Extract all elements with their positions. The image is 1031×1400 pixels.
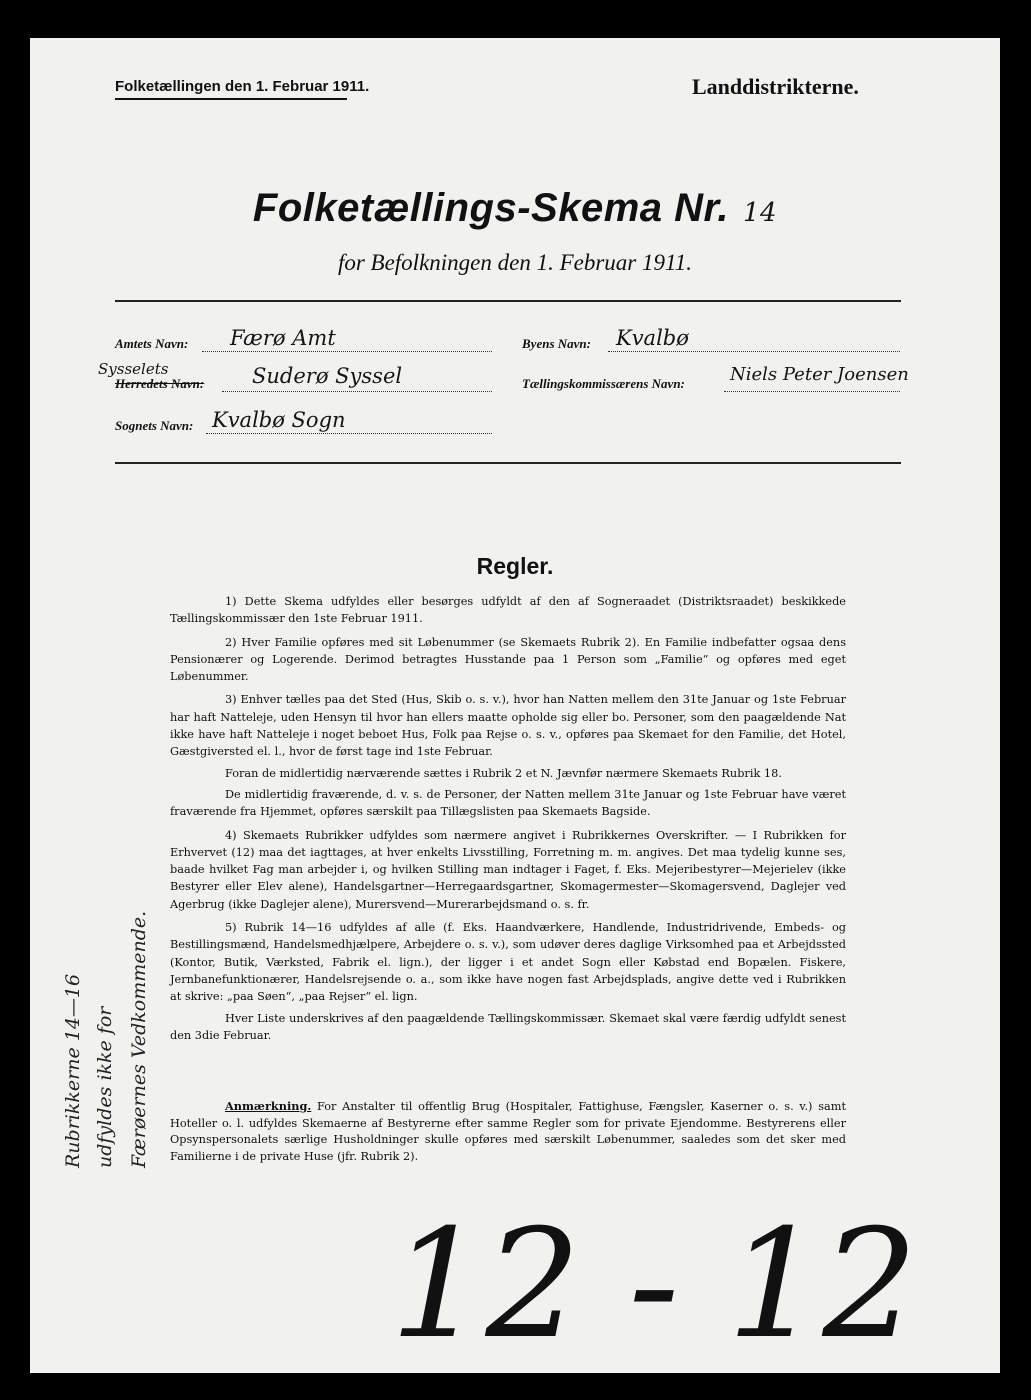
form-title-printed: Folketællings-Skema Nr. (252, 186, 729, 230)
rule-signature: Hver Liste underskrives af den paagældende Tællingskommissær. Skemaet skal være færdig udfyldt senest den 3die Februar. (170, 1011, 846, 1042)
herred-dotline (222, 390, 492, 392)
form-number-handwritten: 14 (743, 198, 778, 228)
herred-label: Herredets Navn: (115, 376, 205, 391)
margin-note-line-3: Færøernes Vedkommende. (128, 910, 150, 1168)
annotation-note (170, 1098, 846, 1165)
kommissaer-value: Niels Peter Joensen (730, 364, 909, 385)
fields-divider (115, 462, 901, 464)
amt-dotline (202, 350, 492, 352)
herred-handwritten-correction: Sysselets (98, 360, 169, 378)
form-title (30, 186, 1000, 231)
header-census-date: Folketællingen den 1. Februar 1911. (115, 78, 370, 95)
amt-value: Færø Amt (230, 326, 336, 350)
rule-3-present: Foran de midlertidig nærværende sættes i Rubrik 2 et N. Jævnfør nærmere Skemaets Rubrik 18. (225, 766, 782, 780)
kommissaer-label: Tællingskommissærens Navn: (522, 376, 685, 391)
amt-label: Amtets Navn: (115, 336, 189, 351)
rules-text (170, 593, 846, 1050)
rule-5: 5) Rubrik 14—16 udfyldes af alle (f. Eks. Haandværkere, Handlende, Industridrivende, Embeds- og Bestillingsmænd, Handelsmedhjælpere, Arbejdere o. s. v.), som udøver deres daglige Virksomhed paa et Arbejdssted (Kontor, Butik, Værksted, Fabrik el. lign.), der ligger i et andet Sogn eller Købstad end Bopælen. Fiskere, Jernbanefunktionærer, Handelsrejsende o. a., som ikke have nogen fast Arbejdsplads, angive dette ved i Rubrikken at skrive: „paa Søen“, „paa Rejser“ el. lign. (170, 921, 846, 1004)
handwritten-number: 12 - 12 (390, 1198, 918, 1372)
note-label: Anmærkning. (225, 1099, 312, 1113)
header-district-type: Landdistrikterne. (692, 74, 859, 99)
margin-note-line-2: udfyldes ikke for (94, 1006, 116, 1168)
by-dotline (608, 350, 900, 352)
sogn-dotline (206, 432, 492, 434)
sogn-label: Sognets Navn: (115, 418, 194, 433)
sogn-value: Kvalbø Sogn (212, 408, 346, 432)
census-form-page (30, 38, 1000, 1373)
header-underline (115, 98, 347, 100)
form-subtitle: for Befolkningen den 1. Februar 1911. (337, 250, 693, 275)
herred-value: Suderø Syssel (252, 364, 403, 388)
rules-heading: Regler. (476, 553, 554, 579)
by-value: Kvalbø (616, 326, 689, 350)
rule-3-absent: De midlertidig fraværende, d. v. s. de Personer, der Natten mellem 31te Januar og 1ste Februar have været fraværende fra Hjemmet, opføres særskilt paa Tillægslisten paa Skemaets Bagside. (170, 787, 846, 819)
margin-note-line-1: Rubrikkerne 14—16 (62, 973, 84, 1168)
rule-2: 2) Hver Familie opføres med sit Løbenummer (se Skemaets Rubrik 2). En Familie indbefatter ogsaa dens Pensionærer og Logerende. Derimod betragtes Husstande paa 1 Person som „Familie“ og opføres med eget Løbenummer. (170, 635, 846, 684)
rule-1: 1) Dette Skema udfyldes eller besørges udfyldt af den af Sogneraadet (Distriktsraadet) beskikkede Tællingskommissær den 1ste Februar 1911. (170, 595, 846, 626)
rule-4: 4) Skemaets Rubrikker udfyldes som nærmere angivet i Rubrikkernes Overskrifter. — I Rubrikken for Erhvervet (12) maa det iagttages, at hver enkelts Livsstilling, Forretning m. m. angives. Det maa tydelig kunne ses, baade hvilket Fag man arbejder i, og hvilken Stilling man indtager i Faget, f. Eks. Mejeribestyrer—Mejerielev (ikke Bestyrer eller Elev alene), Handelsgartner—Herregaardsgartner, Skomagermester—Skomagersvend, Daglejer ved Agerbrug (ikke Daglejer alene), Murersvend—Murerarbejdsmand o. s. fr. (170, 828, 846, 911)
note-text: For Anstalter til offentlig Brug (Hospitaler, Fattighuse, Fængsler, Kaserner o. s. v.) samt Hoteller o. l. udfyldes Skemaerne af Bestyrerne efter samme Regler som for private Ejendomme. Bestyrerens eller Opsynspersonalets særlige Husholdninger skulle opføres med særskilt Løbenummer, saaledes som det sker med Familierne i de private Huse (jfr. Rubrik 2). (170, 1100, 846, 1163)
kommissaer-dotline (724, 390, 900, 392)
rule-3: 3) Enhver tælles paa det Sted (Hus, Skib o. s. v.), hvor han Natten mellem den 31te Januar og 1ste Februar har haft Natteleje, uden Hensyn til hvor han ellers maatte opholde sig eller bo. Personer, som den paagældende Nat ikke have haft Natteleje i noget beboet Hus, Folk paa Rejse o. s. v., opføres paa Skemaet for den Familie, det Hotel, Gæstgiversted el. l., hvor de først tage ind 1ste Februar. (170, 693, 846, 759)
top-divider (115, 300, 901, 302)
by-label: Byens Navn: (522, 336, 591, 351)
